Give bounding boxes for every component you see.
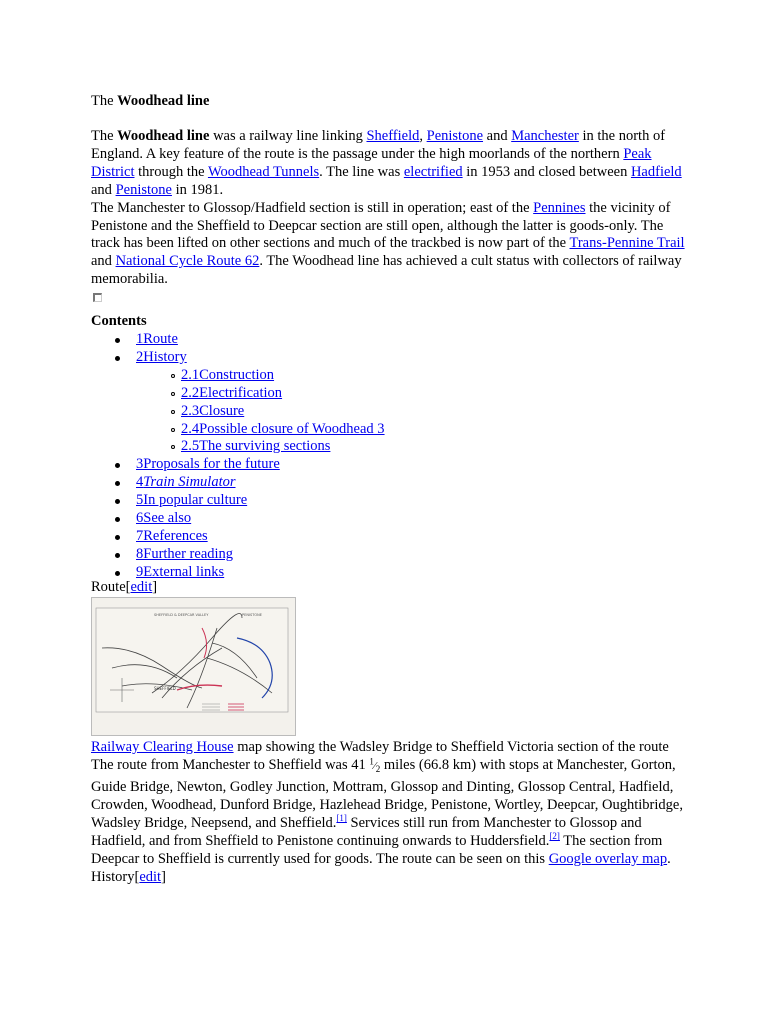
toc-link[interactable]: 2.4Possible closure of Woodhead 3 [181, 420, 385, 437]
link-national-cycle-route[interactable]: National Cycle Route 62 [115, 253, 260, 270]
circle-bullet-icon [171, 428, 175, 432]
history-edit-link[interactable]: edit [139, 868, 162, 885]
page-title [91, 93, 209, 110]
link-trans-pennine-trail[interactable]: Trans-Pennine Trail [569, 235, 685, 252]
toc-link[interactable]: 2History [136, 348, 187, 365]
text: and [91, 253, 116, 270]
bullet-icon [115, 553, 120, 558]
map-caption: map showing the Wadsley Bridge to Sheffield Victoria section of the route [233, 739, 669, 755]
link-penistone-2[interactable]: Penistone [115, 181, 172, 198]
link-google-overlay-map[interactable]: Google overlay map [548, 850, 668, 867]
text: the vicinity of Penistone and the Sheffield to Deepcar section are still open, although the latter is goods-only. The track has been lifted on other sections and much of the trackbed is now part of the [91, 199, 671, 252]
toc-link[interactable]: 9External links [136, 563, 225, 580]
link-peak-district[interactable]: Peak District [91, 145, 652, 180]
text: in 1953 and closed between [462, 163, 631, 180]
text: and [91, 181, 116, 198]
intro-paragraph [91, 128, 686, 289]
map-label: SHEFFIELD & DEEPCAR VALLEY [154, 613, 209, 617]
toc-link[interactable]: 2.3Closure [181, 402, 245, 419]
link-pennines[interactable]: Pennines [533, 199, 586, 216]
link-electrified[interactable]: electrified [403, 163, 463, 180]
toc-link[interactable]: 6See also [136, 510, 192, 526]
fraction-numerator: 1 [369, 756, 374, 767]
text: and [483, 128, 512, 144]
bullet-icon [115, 517, 120, 522]
text: . [667, 850, 671, 867]
bullet-icon [115, 499, 120, 504]
bullet-icon [115, 481, 120, 486]
reference-2-link[interactable]: [2] [549, 830, 560, 841]
text: Services still run from Manchester to Glossop and Hadfield, and from Sheffield to Penistone continuing onwards to Huddersfield. [91, 814, 642, 849]
bullet-icon [115, 463, 120, 468]
toc-link[interactable]: 2.5The surviving sections [181, 438, 331, 455]
link-manchester[interactable]: Manchester [511, 128, 579, 144]
railway-map-drawing [92, 598, 295, 735]
toc-link[interactable]: 1Route [136, 331, 178, 347]
broken-image-icon [93, 293, 102, 302]
contents-heading: Contents [91, 313, 147, 329]
fraction: $^1⁄_2$ [369, 756, 381, 775]
route-heading [91, 579, 157, 596]
text: The section from Deepcar to Sheffield is currently used for goods. The route can be seen on this [91, 832, 663, 867]
bullet-icon [115, 535, 120, 540]
toc-link[interactable]: 8Further reading [136, 545, 234, 562]
text: The [91, 128, 118, 144]
text: , [419, 128, 427, 144]
toc-link-italic: Train Simulator [143, 474, 236, 491]
bullet-icon [115, 338, 120, 343]
route-heading-label: Route [91, 579, 126, 595]
toc-link[interactable]: 2.2Electrification [181, 384, 283, 401]
circle-bullet-icon [171, 374, 175, 378]
map-label: SHEFFIELD [154, 686, 176, 691]
history-heading-label: History [91, 868, 135, 885]
toc-link[interactable]: 4Train Simulator [136, 474, 236, 491]
toc-link[interactable]: 2.1Construction [181, 366, 275, 383]
title-bold: Woodhead line [117, 93, 210, 109]
text: The Manchester to Glossop/Hadfield section is still in operation; east of the [91, 199, 534, 216]
toc-link[interactable]: 7References [136, 527, 208, 544]
railway-map-image[interactable] [91, 597, 296, 736]
map-label: PENISTONE [242, 613, 262, 617]
bracket: ] [152, 579, 158, 595]
link-woodhead-tunnels[interactable]: Woodhead Tunnels [207, 163, 320, 180]
bracket: [ [125, 579, 131, 595]
reference-1-link[interactable]: [1] [336, 812, 347, 823]
text: . The line was [319, 163, 404, 180]
bracket: ] [161, 868, 166, 885]
link-sheffield[interactable]: Sheffield [366, 128, 420, 144]
text: miles (66.8 km) with stops at Manchester, Gorton, Guide Bridge, Newton, Godley Junction, Mottram, Glossop and Dinting, Glossop Central, Hadfield, Crowden, Woodhead, Dunford Bridge, Hazlehead Bridge, Penistone, Wortley, Deepcar, Oughtibridge, Wadsley Bridge, Neepsend, and Sheffield. [91, 756, 683, 831]
toc-link[interactable]: 5In popular culture [136, 492, 248, 509]
route-edit-link[interactable]: edit [130, 579, 153, 595]
circle-bullet-icon [171, 410, 175, 414]
text: . The Woodhead line has achieved a cult status with collectors of railway memorabilia. [91, 253, 682, 288]
history-heading [91, 869, 166, 885]
text: The route from Manchester to Sheffield was 41 [91, 756, 370, 773]
circle-bullet-icon [171, 445, 175, 449]
bullet-icon [115, 356, 120, 361]
bullet-icon [115, 571, 120, 576]
text: through the [134, 163, 208, 180]
fraction-denominator: 2 [375, 764, 381, 775]
bold-term: Woodhead line [117, 128, 210, 144]
text: in the north of England. A key feature of the route is the passage under the high moorlands of the northern [91, 128, 666, 162]
route-section-text [91, 739, 686, 886]
link-railway-clearing-house[interactable]: Railway Clearing House [91, 739, 234, 755]
toc-link[interactable]: 3Proposals for the future [136, 456, 280, 473]
circle-bullet-icon [171, 392, 175, 396]
text: in 1981. [171, 181, 224, 198]
link-hadfield[interactable]: Hadfield [630, 163, 682, 180]
title-prefix: The [91, 93, 118, 109]
bracket: [ [134, 868, 140, 885]
text: was a railway line linking [209, 128, 367, 144]
link-penistone[interactable]: Penistone [426, 128, 484, 144]
